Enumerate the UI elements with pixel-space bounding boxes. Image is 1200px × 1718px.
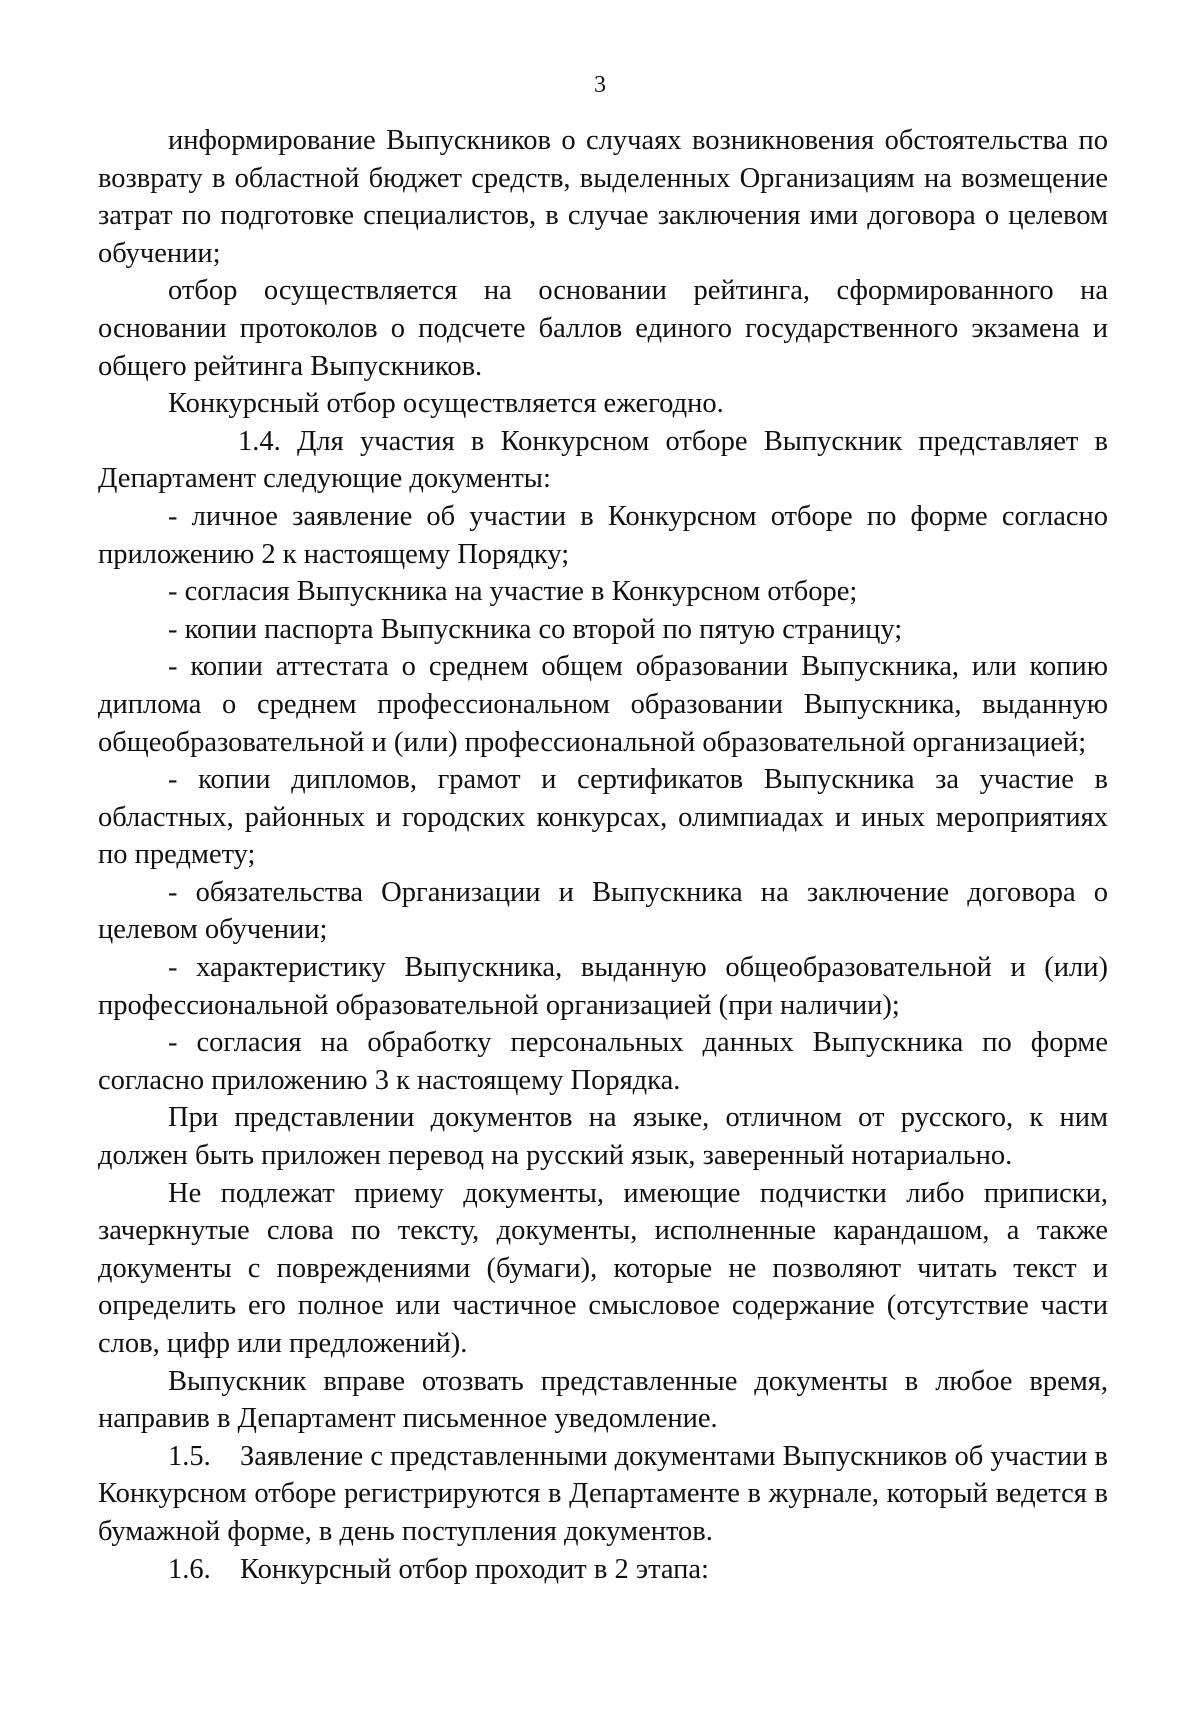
paragraph-number: 1.5. bbox=[168, 1440, 211, 1472]
list-item bbox=[98, 498, 1108, 573]
list-item-text: - копии аттестата о среднем общем образовании Выпускника, или копию диплома о среднем профессиональном образовании Выпускника, выданную общеобразовательной и (или) профессиональной образовательной организацией; bbox=[98, 651, 1108, 758]
paragraph-number: 1.4. bbox=[238, 425, 281, 457]
list-item bbox=[98, 611, 1108, 649]
list-item-text: - обязательства Организации и Выпускника на заключение договора о целевом обучении; bbox=[98, 876, 1108, 946]
list-item-text: - личное заявление об участии в Конкурсном отборе по форме согласно приложению 2 к настоящему Порядку; bbox=[98, 500, 1108, 570]
list-item bbox=[98, 648, 1108, 761]
document-body bbox=[98, 122, 1108, 1588]
paragraph bbox=[98, 122, 1108, 272]
list-item-text: - согласия Выпускника на участие в Конкурсном отборе; bbox=[168, 576, 858, 608]
paragraph-1-6 bbox=[98, 1551, 1108, 1589]
paragraph-text: Заявление с представленными документами Выпускников об участии в Конкурсном отборе регистрируются в Департаменте в журнале, который ведется в бумажной форме, в день поступления документов. bbox=[98, 1440, 1108, 1547]
paragraph bbox=[98, 1175, 1108, 1363]
list-item bbox=[98, 949, 1108, 1024]
paragraph bbox=[98, 385, 1108, 423]
paragraph bbox=[98, 1099, 1108, 1174]
paragraph-text: Не подлежат приему документы, имеющие подчистки либо приписки, зачеркнутые слова по тексту, документы, исполненные карандашом, а также документы с повреждениями (бумаги), которые не позволяют читать текст и определить его полное или частичное смысловое содержание (отсутствие части слов, цифр или предложений). bbox=[98, 1177, 1108, 1359]
list-item bbox=[98, 761, 1108, 874]
paragraph-1-5 bbox=[98, 1438, 1108, 1551]
paragraph-text: отбор осуществляется на основании рейтинга, сформированного на основании протоколов о подсчете баллов единого государственного экзамена и общего рейтинга Выпускников. bbox=[98, 275, 1108, 382]
paragraph-text: Конкурсный отбор проходит в 2 этапа: bbox=[240, 1553, 709, 1585]
paragraph bbox=[98, 272, 1108, 385]
list-item bbox=[98, 874, 1108, 949]
list-item-text: - копии дипломов, грамот и сертификатов Выпускника за участие в областных, районных и городских конкурсах, олимпиадах и иных мероприятиях по предмету; bbox=[98, 764, 1108, 871]
paragraph bbox=[98, 1363, 1108, 1438]
list-item-text: - характеристику Выпускника, выданную общеобразовательной и (или) профессиональной образовательной организацией (при наличии); bbox=[98, 952, 1108, 1021]
paragraph-text: При представлении документов на языке, отличном от русского, к ним должен быть приложен перевод на русский язык, заверенный нотариально. bbox=[98, 1102, 1108, 1172]
paragraph-number: 1.6. bbox=[168, 1553, 211, 1585]
list-item bbox=[98, 573, 1108, 611]
list-item-text: - копии паспорта Выпускника со второй по пятую страницу; bbox=[168, 613, 903, 645]
paragraph-text: Для участия в Конкурсном отборе Выпускник представляет в Департамент следующие документы: bbox=[98, 425, 1108, 495]
page-number: 3 bbox=[594, 72, 606, 98]
paragraph-text: информирование Выпускников о случаях возникновения обстоятельства по возврату в областной бюджет средств, выделенных Организациям на возмещение затрат по подготовке специалистов, в случае заключения ими договора о целевом обучении; bbox=[98, 125, 1108, 269]
paragraph-text: Выпускник вправе отозвать представленные документы в любое время, направив в Департамент письменное уведомление. bbox=[98, 1365, 1108, 1435]
list-item bbox=[98, 1024, 1108, 1099]
paragraph-1-4 bbox=[98, 423, 1108, 498]
paragraph-text: Конкурсный отбор осуществляется ежегодно. bbox=[168, 388, 724, 420]
list-item-text: - согласия на обработку персональных данных Выпускника по форме согласно приложению 3 к настоящему Порядка. bbox=[98, 1027, 1108, 1096]
